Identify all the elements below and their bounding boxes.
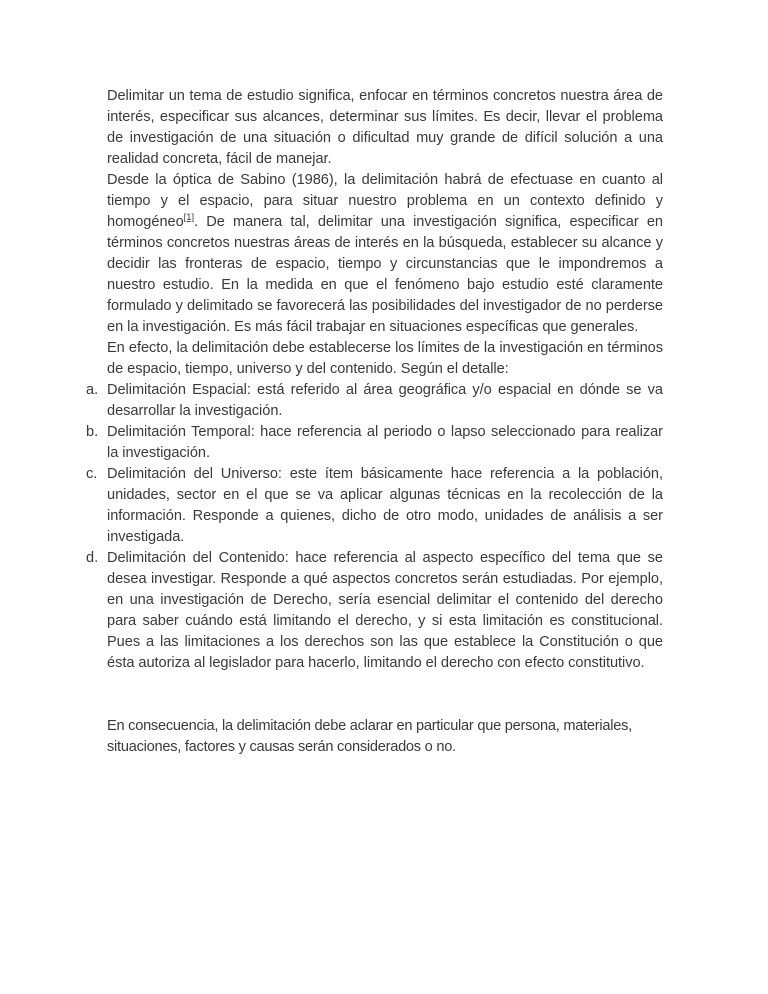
paragraph-sabino [107, 170, 663, 338]
list-item [86, 464, 663, 548]
delimitacion-list [86, 380, 663, 674]
list-item-marker: a. [86, 382, 99, 398]
list-item-marker: b. [86, 424, 99, 440]
list-item [86, 380, 663, 422]
footnote-reference-1[interactable]: [1] [183, 211, 195, 223]
paragraph-intro-delimitar: Delimitar un tema de estudio significa, enfocar en términos concretos nuestra área de interés, especificar sus alcances, determinar sus límites. Es decir, llevar el problema de investigación de una situación o dificultad muy grande de difícil solución a una realidad concreta, fácil de manejar. [107, 88, 663, 167]
paragraph-sabino-text-after-footnote: . De manera tal, delimitar una investigación significa, especificar en términos concretos nuestras áreas de interés en la búsqueda, establecer su alcance y decidir las fronteras de espacio, tiempo y circunstancias que le impondremos a nuestro estudio. En la medida en que el fenómeno bajo estudio esté claramente formulado y delimitado se favorecerá las posibilidades del investigador de no perderse en la investigación. Es más fácil trabajar en situaciones específicas que generales. [107, 214, 663, 335]
list-item [86, 548, 663, 674]
paragraph-en-efecto: En efecto, la delimitación debe establecerse los límites de la investigación en términos de espacio, tiempo, universo y del contenido. Según el detalle: [107, 340, 663, 377]
list-item-marker: c. [86, 466, 98, 482]
list-item [86, 422, 663, 464]
list-item-label: Delimitación del Contenido: hace referencia al aspecto específico del tema que se desea investigar. Responde a qué aspectos concretos serán estudiadas. Por ejemplo, en una investigación de Derecho, sería esencial delimitar el contenido del derecho para saber cuándo está limitando el derecho, y si esta limitación es constitucional. Pues a las limitaciones a los derechos son las que establece la Constitución o que ésta autoriza al legislador para hacerlo, limitando el derecho con efecto constitutivo. [107, 550, 663, 671]
paragraph-en-consecuencia: En consecuencia, la delimitación debe aclarar en particular que persona, materiales, situaciones, factores y causas serán considerados o no. [107, 718, 632, 755]
list-item-label: Delimitación Temporal: hace referencia al periodo o lapso seleccionado para realizar la investigación. [107, 424, 663, 461]
paragraph-sabino-text-before-footnote: Desde la óptica de Sabino (1986), la delimitación habrá de efectuase en cuanto al tiempo y el espacio, para situar nuestro problema en un contexto definido y homogéneo [107, 172, 663, 230]
list-item-marker: d. [86, 550, 99, 566]
document-body [86, 86, 663, 773]
list-item-label: Delimitación Espacial: está referido al área geográfica y/o espacial en dónde se va desarrollar la investigación. [107, 382, 663, 419]
list-item-label: Delimitación del Universo: este ítem básicamente hace referencia a la población, unidades, sector en el que se va aplicar algunas técnicas en la recolección de la información. Responde a quienes, dicho de otro modo, unidades de análisis a ser investigada. [107, 466, 663, 545]
